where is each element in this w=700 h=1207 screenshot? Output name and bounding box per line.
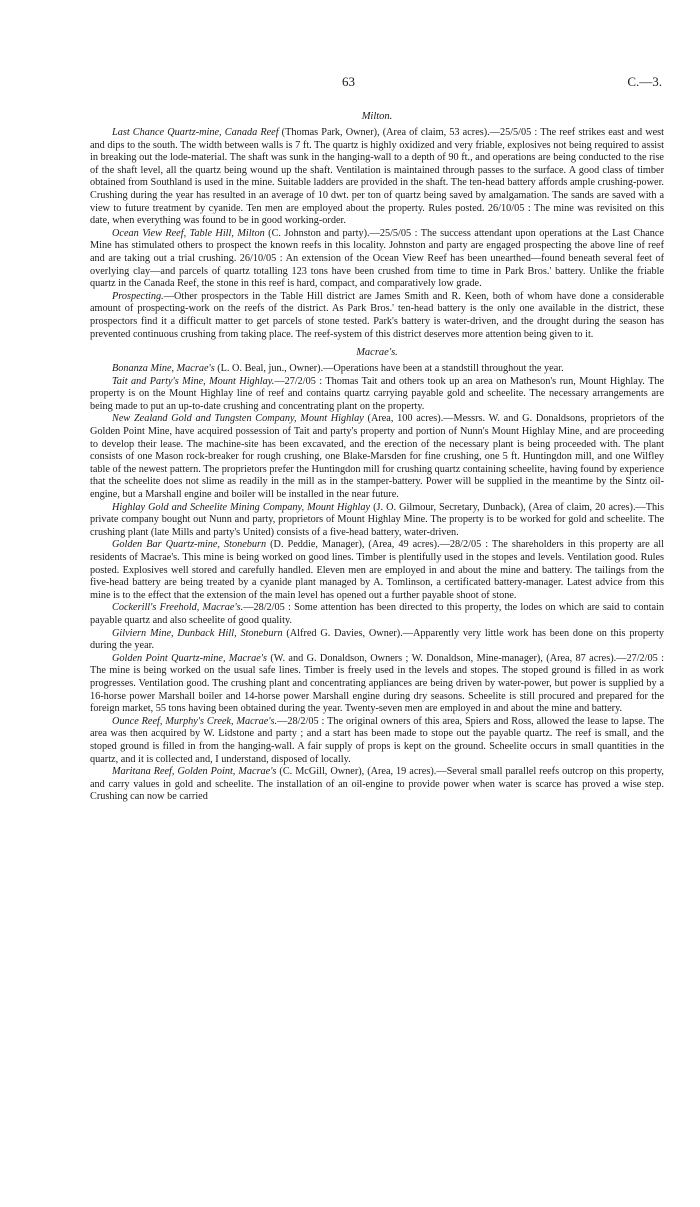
paragraph-lead: Cockerill's Freehold, Macrae's. (112, 602, 244, 614)
paragraph-lead: New Zealand Gold and Tungsten Company, Mount Highlay (112, 413, 364, 425)
section-heading-macraes: Macrae's. (356, 347, 398, 359)
page-number: 63 (342, 74, 355, 89)
paragraph-gilviern (90, 628, 664, 653)
paragraph-text: (D. Peddie, Manager), (Area, 49 acres).—28/2/05 : The shareholders in this property are all residents of Macrae's. This mine is being worked on good lines. Timber is plentifully used in the stopes and levels. Ventilation good. Rules posted. Explosives well stored and carefully handled. Eleven men are employed in and about the mine and battery. The tailings from the five-head battery are being treated by a cyanide plant managed by A. Tomlinson, a certificated battery-manager. Latest advice from this mine is to the effect that the extension of the main level has opened out a further payable shoot of stone. (90, 539, 664, 601)
paragraph-lead: Tait and Party's Mine, Mount Highlay. (112, 375, 275, 387)
paragraph-text: —28/2/05 : Some attention has been directed to this property, the lodes on which are said to contain payable quartz and also scheelite of good quality. (90, 602, 664, 626)
paragraph-lead: Ocean View Reef, Table Hill, Milton (112, 227, 265, 239)
paragraph-ounce-reef (90, 716, 664, 766)
paragraph-text: (Area, 100 acres).—Messrs. W. and G. Donaldsons, proprietors of the Golden Point Mine, have acquired possession of Tait and party's property and portion of Nunn's Mount Highlay Mine, and are proceeding to develop their lease. The machine-site has been excavated, and the erection of the necessary plant is being proceeded with. The plant consists of one Mason rock-breaker for rough crushing, one Blake-Marsden for fine crushing, one 5 ft. Huntingdon mill, and one Wilfley table of the newest pattern. The proprietors prefer the Huntingdon mill for crushing quartz containing scheelite, having found by experience that the scheelite does not slime as readily in the mill as in the stamper-battery. Power will be supplied in the meantime by the Sintz oil-engine, but a Marshall engine and boiler will be installed in the near future. (90, 413, 664, 501)
page-content (90, 110, 664, 804)
paragraph-golden-point (90, 653, 664, 716)
paragraph-ocean-view (90, 228, 664, 291)
paragraph-last-chance (90, 127, 664, 228)
section-heading-milton: Milton. (361, 111, 393, 122)
page-header (0, 76, 700, 92)
paragraph-text: (Thomas Park, Owner), (Area of claim, 53 acres).—25/5/05 : The reef strikes east and west and dips to the south. The width between walls is 7 ft. The quartz is highly oxidized and very friable, explosives not being required to assist in breaking out the lode-material. The shaft was sunk in the hanging-wall to a depth of 90 ft., and operations are being conducted to the rise of the shaft level, all the quartz being wound up the shaft. Ventilation is maintained through passes to the surface. A good class of timber obtained from Southland is used in the mine. Suitable ladders are provided in the shaft. The ten-head battery affords ample crushing-power. Crushing during the year has resulted in an average of 10 dwt. per ton of quartz being saved by amalgamation. The sands are saved with a view to future treatment by cyanide. Ten men are employed about the property. Rules posted. 26/10/05 : The mine was revisited on this date, when everything was found to be in good working-order. (90, 127, 664, 227)
paragraph-tait (90, 376, 664, 414)
paragraph-text: (C. Johnston and party).—25/5/05 : The success attendant upon operations at the Last Chance Mine has stimulated others to prospect the known reefs in this locality. Johnston and party are engaged prospecting the above line of reef and are taking out a trial crushing. 26/10/05 : An extension of the Ocean View Reef has been unearthed—found beneath several feet of overlying clay—and parcels of quartz totalling 123 tons have been crushed from time to time in Park Bros.' battery. Unlike the friable quartz in the Canada Reef, the stone in this reef is hard, compact, and comparatively low grade. (90, 227, 664, 290)
paragraph-highlay (90, 502, 664, 540)
paragraph-golden-bar (90, 539, 664, 602)
paragraph-lead: Bonanza Mine, Macrae's (112, 363, 215, 375)
paragraph-lead: Prospecting. (112, 290, 164, 302)
paragraph-text: —28/2/05 : The original owners of this area, Spiers and Ross, allowed the lease to lapse. The area was then acquired by W. Lidstone and party ; and a start has been made to stope out the payable quartz. The reef is small, and the stoped ground is filled in from the hanging-wall. A fair supply of props is kept on the ground. Scheelite occurs in small quantities in the quartz, and it is collected and, I understand, disposed of locally. (90, 715, 664, 765)
paragraph-lead: Highlay Gold and Scheelite Mining Company, Mount Highlay (112, 501, 371, 513)
paragraph-text: (Alfred G. Davies, Owner).—Apparently very little work has been done on this property during the year. (90, 627, 664, 652)
paragraph-cockerill (90, 602, 664, 627)
paragraph-lead: Ounce Reef, Murphy's Creek, Macrae's. (112, 715, 278, 727)
paragraph-text: (J. O. Gilmour, Secretary, Dunback), (Area of claim, 20 acres).—This private company bought out Nunn and party, proprietors of Mount Highlay Mine. The property is to be worked for gold and scheelite. The crushing plant (late Mills and party's United) consists of a five-head battery, water-driven. (90, 501, 664, 538)
paragraph-text: (W. and G. Donaldson, Owners ; W. Donaldson, Mine-manager), (Area, 87 acres).—27/2/05 : The mine is being worked on the usual safe lines. Timber is freely used in the levels and stopes. The stoped ground is filled in as work progresses. Ventilation good. The crushing plant and concentrating appliances are being driven by water-power, but power is supplied by a 16-horse power Marshall boiler and 14-horse power Marshall engine during dry seasons. Scheelite is still procured and prepared for the foreign market, 55 tons having been obtained during the year. Twenty-seven men are employed in and about the mine and battery. (90, 652, 664, 715)
paragraph-lead: Last Chance Quartz-mine, Canada Reef (112, 127, 279, 138)
paragraph-text: —Other prospectors in the Table Hill district are James Smith and R. Keen, both of whom have done a considerable amount of prospecting-work on the reefs of the district. As Park Bros.' ten-head battery is the only one available in the district, these prospectors find it a difficult matter to get parcels of stone tested. Park's battery is water-driven, and the drought during the season has prevented continuous crushing from taking place. The reef-system of this district deserves more attention being given to it. (90, 290, 664, 340)
paragraph-lead: Golden Point Quartz-mine, Macrae's (112, 652, 267, 664)
paragraph-bonanza (90, 363, 664, 376)
paragraph-nz-gold-tungsten (90, 413, 664, 501)
paragraph-text: (L. O. Beal, jun., Owner).—Operations have been at a standstill throughout the year. (214, 363, 564, 375)
document-code: C.—3. (627, 74, 662, 89)
paragraph-text: —27/2/05 : Thomas Tait and others took up an area on Matheson's run, Mount Highlay. The property is on the Mount Highlay line of reef and contains quartz carrying payable gold and scheelite. The necessary arrangements are being made to put an up-to-date crushing and concentrating plant on the property. (90, 375, 665, 412)
paragraph-lead: Gilviern Mine, Dunback Hill, Stoneburn (112, 627, 283, 639)
paragraph-prospecting (90, 291, 664, 341)
paragraph-lead: Maritana Reef, Golden Point, Macrae's (112, 766, 277, 778)
paragraph-maritana (90, 766, 664, 804)
paragraph-text: (C. McGill, Owner), (Area, 19 acres).—Several small parallel reefs outcrop on this property, and carry values in gold and scheelite. The installation of an oil-engine to provide power when water is scarce has proved a wise step. Crushing can now be carried (90, 766, 664, 803)
paragraph-lead: Golden Bar Quartz-mine, Stoneburn (112, 539, 267, 551)
